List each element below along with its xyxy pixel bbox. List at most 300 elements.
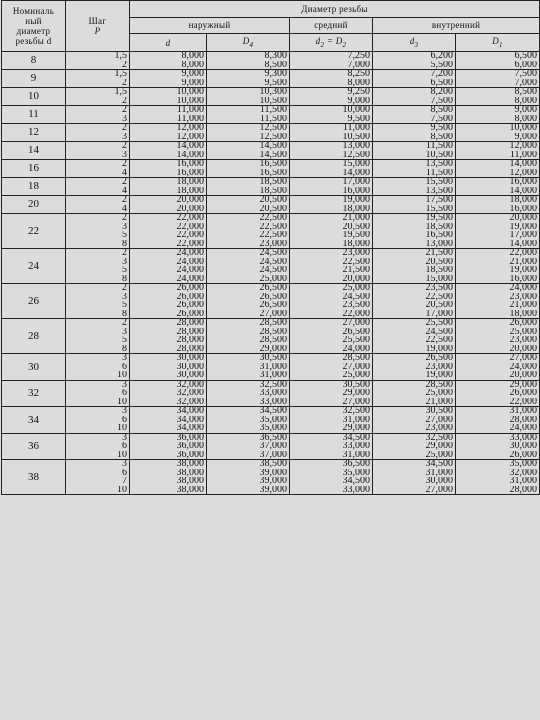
inner-d3-cell: 9,500 bbox=[373, 124, 456, 133]
table-row bbox=[2, 240, 540, 249]
middle-d2-cell: 18,000 bbox=[290, 240, 373, 249]
middle-d2-cell: 24,500 bbox=[290, 293, 373, 302]
inner-d3-cell: 23,000 bbox=[373, 424, 456, 433]
pitch-cell: 2 bbox=[66, 319, 130, 328]
inner-d3-cell: 7,500 bbox=[373, 97, 456, 106]
inner-D1-cell: 26,000 bbox=[456, 319, 540, 328]
middle-d2-cell: 10,000 bbox=[290, 106, 373, 115]
outer-d-cell: 22,000 bbox=[130, 214, 207, 223]
pitch-cell: 3 bbox=[66, 380, 130, 389]
inner-d3-cell: 15,500 bbox=[373, 178, 456, 187]
inner-d3-cell: 25,000 bbox=[373, 389, 456, 398]
outer-d-cell: 20,000 bbox=[130, 205, 207, 214]
outer-d-cell: 28,000 bbox=[130, 319, 207, 328]
inner-d3-cell: 28,500 bbox=[373, 380, 456, 389]
pitch-cell: 3 bbox=[66, 354, 130, 363]
outer-D4-cell: 29,000 bbox=[207, 345, 290, 354]
inner-d3-cell: 7,200 bbox=[373, 70, 456, 79]
table-row bbox=[2, 178, 540, 187]
pitch-cell: 8 bbox=[66, 240, 130, 249]
outer-d-cell: 36,000 bbox=[130, 433, 207, 442]
table-row bbox=[2, 380, 540, 389]
outer-D4-cell: 12,500 bbox=[207, 124, 290, 133]
pitch-cell: 8 bbox=[66, 275, 130, 284]
inner-d3-cell: 25,500 bbox=[373, 319, 456, 328]
pitch-cell: 8 bbox=[66, 345, 130, 354]
header-thread-diameter: Диаметр резьбы bbox=[130, 1, 540, 18]
table-row bbox=[2, 301, 540, 310]
pitch-cell: 5 bbox=[66, 231, 130, 240]
outer-d-cell: 10,000 bbox=[130, 97, 207, 106]
outer-d-cell: 26,000 bbox=[130, 310, 207, 319]
inner-d3-cell: 21,500 bbox=[373, 249, 456, 258]
outer-d-cell: 11,000 bbox=[130, 115, 207, 124]
middle-d2-cell: 33,000 bbox=[290, 486, 373, 495]
middle-d2-cell: 7,250 bbox=[290, 52, 373, 61]
middle-d2-cell: 21,000 bbox=[290, 214, 373, 223]
outer-D4-cell: 16,500 bbox=[207, 160, 290, 169]
outer-D4-cell: 26,500 bbox=[207, 284, 290, 293]
inner-d3-cell: 8,200 bbox=[373, 88, 456, 97]
outer-d-cell: 8,000 bbox=[130, 52, 207, 61]
outer-d-cell: 20,000 bbox=[130, 196, 207, 205]
pitch-cell: 5 bbox=[66, 336, 130, 345]
pitch-cell: 3 bbox=[66, 258, 130, 267]
outer-D4-cell: 8,500 bbox=[207, 61, 290, 70]
inner-d3-cell: 27,000 bbox=[373, 416, 456, 425]
inner-d3-cell: 11,500 bbox=[373, 169, 456, 178]
nominal-diameter-cell: 10 bbox=[2, 88, 66, 106]
inner-d3-cell: 29,000 bbox=[373, 442, 456, 451]
outer-d-cell: 30,000 bbox=[130, 371, 207, 380]
table-row bbox=[2, 451, 540, 460]
inner-D1-cell: 30,000 bbox=[456, 442, 540, 451]
outer-d-cell: 38,000 bbox=[130, 469, 207, 478]
outer-D4-cell: 28,500 bbox=[207, 319, 290, 328]
outer-d-cell: 28,000 bbox=[130, 336, 207, 345]
pitch-cell: 2 bbox=[66, 249, 130, 258]
middle-d2-cell: 27,000 bbox=[290, 319, 373, 328]
outer-D4-cell: 22,500 bbox=[207, 231, 290, 240]
pitch-cell: 2 bbox=[66, 97, 130, 106]
nominal-diameter-cell: 26 bbox=[2, 284, 66, 319]
outer-D4-cell: 11,500 bbox=[207, 115, 290, 124]
table-row bbox=[2, 460, 540, 469]
inner-D1-cell: 26,000 bbox=[456, 389, 540, 398]
outer-D4-cell: 10,500 bbox=[207, 97, 290, 106]
outer-D4-cell: 31,000 bbox=[207, 371, 290, 380]
header-outer: наружный bbox=[130, 17, 290, 34]
outer-D4-cell: 28,500 bbox=[207, 336, 290, 345]
header-middle: средний bbox=[290, 17, 373, 34]
table-row bbox=[2, 284, 540, 293]
middle-d2-cell: 28,500 bbox=[290, 354, 373, 363]
pitch-cell: 3 bbox=[66, 151, 130, 160]
inner-D1-cell: 8,000 bbox=[456, 97, 540, 106]
middle-d2-cell: 33,000 bbox=[290, 442, 373, 451]
table-row bbox=[2, 442, 540, 451]
table-row bbox=[2, 249, 540, 258]
inner-D1-cell: 14,000 bbox=[456, 240, 540, 249]
outer-D4-cell: 39,000 bbox=[207, 477, 290, 486]
outer-d-cell: 22,000 bbox=[130, 231, 207, 240]
inner-d3-cell: 16,500 bbox=[373, 231, 456, 240]
inner-D1-cell: 6,500 bbox=[456, 52, 540, 61]
outer-D4-cell: 16,500 bbox=[207, 169, 290, 178]
inner-D1-cell: 8,000 bbox=[456, 115, 540, 124]
pitch-cell: 4 bbox=[66, 169, 130, 178]
inner-D1-cell: 18,000 bbox=[456, 310, 540, 319]
nominal-diameter-cell: 12 bbox=[2, 124, 66, 142]
inner-d3-cell: 30,000 bbox=[373, 477, 456, 486]
middle-d2-cell: 8,000 bbox=[290, 79, 373, 88]
header-sym-D1: $D_1$ bbox=[456, 34, 540, 52]
nominal-diameter-cell: 34 bbox=[2, 407, 66, 434]
inner-d3-cell: 17,000 bbox=[373, 310, 456, 319]
table-row bbox=[2, 160, 540, 169]
middle-d2-cell: 30,500 bbox=[290, 380, 373, 389]
table-row bbox=[2, 407, 540, 416]
pitch-cell: 3 bbox=[66, 115, 130, 124]
nominal-diameter-cell: 8 bbox=[2, 52, 66, 70]
pitch-cell: 2 bbox=[66, 142, 130, 151]
pitch-cell: 1,5 bbox=[66, 70, 130, 79]
inner-d3-cell: 19,000 bbox=[373, 345, 456, 354]
outer-D4-cell: 35,000 bbox=[207, 424, 290, 433]
inner-d3-cell: 11,500 bbox=[373, 142, 456, 151]
table-row bbox=[2, 205, 540, 214]
table-row bbox=[2, 214, 540, 223]
outer-d-cell: 12,000 bbox=[130, 124, 207, 133]
outer-D4-cell: 33,000 bbox=[207, 398, 290, 407]
outer-D4-cell: 10,300 bbox=[207, 88, 290, 97]
outer-D4-cell: 22,500 bbox=[207, 214, 290, 223]
inner-d3-cell: 32,500 bbox=[373, 433, 456, 442]
outer-d-cell: 36,000 bbox=[130, 451, 207, 460]
inner-d3-cell: 6,500 bbox=[373, 79, 456, 88]
thread-dimensions-table bbox=[1, 0, 540, 495]
outer-d-cell: 32,000 bbox=[130, 380, 207, 389]
inner-d3-cell: 25,000 bbox=[373, 451, 456, 460]
inner-d3-cell: 27,000 bbox=[373, 486, 456, 495]
outer-D4-cell: 37,000 bbox=[207, 442, 290, 451]
inner-D1-cell: 16,000 bbox=[456, 205, 540, 214]
pitch-cell: 2 bbox=[66, 106, 130, 115]
inner-D1-cell: 25,000 bbox=[456, 328, 540, 337]
inner-D1-cell: 32,000 bbox=[456, 469, 540, 478]
pitch-cell: 3 bbox=[66, 433, 130, 442]
table-row bbox=[2, 389, 540, 398]
middle-d2-cell: 20,500 bbox=[290, 223, 373, 232]
outer-d-cell: 14,000 bbox=[130, 142, 207, 151]
inner-D1-cell: 31,000 bbox=[456, 477, 540, 486]
inner-d3-cell: 24,500 bbox=[373, 328, 456, 337]
table-row bbox=[2, 310, 540, 319]
outer-d-cell: 10,000 bbox=[130, 88, 207, 97]
nominal-diameter-cell: 14 bbox=[2, 142, 66, 160]
inner-D1-cell: 18,000 bbox=[456, 196, 540, 205]
pitch-cell: 10 bbox=[66, 398, 130, 407]
inner-D1-cell: 24,000 bbox=[456, 424, 540, 433]
inner-D1-cell: 12,000 bbox=[456, 169, 540, 178]
header-sym-d: d bbox=[130, 34, 207, 52]
inner-d3-cell: 34,500 bbox=[373, 460, 456, 469]
inner-d3-cell: 20,500 bbox=[373, 301, 456, 310]
middle-d2-cell: 35,000 bbox=[290, 469, 373, 478]
outer-D4-cell: 25,000 bbox=[207, 275, 290, 284]
inner-D1-cell: 16,000 bbox=[456, 178, 540, 187]
outer-D4-cell: 20,500 bbox=[207, 196, 290, 205]
table-row bbox=[2, 328, 540, 337]
inner-d3-cell: 23,000 bbox=[373, 363, 456, 372]
table-row bbox=[2, 88, 540, 97]
table-row bbox=[2, 133, 540, 142]
outer-d-cell: 34,000 bbox=[130, 424, 207, 433]
inner-d3-cell: 26,500 bbox=[373, 354, 456, 363]
middle-d2-cell: 9,000 bbox=[290, 97, 373, 106]
outer-D4-cell: 18,500 bbox=[207, 187, 290, 196]
inner-D1-cell: 23,000 bbox=[456, 336, 540, 345]
nominal-diameter-cell: 16 bbox=[2, 160, 66, 178]
middle-d2-cell: 31,000 bbox=[290, 451, 373, 460]
inner-d3-cell: 13,500 bbox=[373, 160, 456, 169]
outer-d-cell: 22,000 bbox=[130, 223, 207, 232]
inner-D1-cell: 21,000 bbox=[456, 301, 540, 310]
inner-D1-cell: 22,000 bbox=[456, 249, 540, 258]
outer-d-cell: 26,000 bbox=[130, 284, 207, 293]
table-row bbox=[2, 97, 540, 106]
middle-d2-cell: 27,000 bbox=[290, 398, 373, 407]
middle-d2-cell: 13,000 bbox=[290, 142, 373, 151]
table-row bbox=[2, 115, 540, 124]
outer-D4-cell: 8,300 bbox=[207, 52, 290, 61]
outer-D4-cell: 39,000 bbox=[207, 469, 290, 478]
inner-D1-cell: 24,000 bbox=[456, 284, 540, 293]
table-row bbox=[2, 293, 540, 302]
outer-d-cell: 38,000 bbox=[130, 460, 207, 469]
middle-d2-cell: 19,000 bbox=[290, 196, 373, 205]
inner-d3-cell: 20,500 bbox=[373, 258, 456, 267]
table-row bbox=[2, 52, 540, 61]
pitch-cell: 3 bbox=[66, 328, 130, 337]
header-sym-d3: $d_3$ bbox=[373, 34, 456, 52]
outer-D4-cell: 14,500 bbox=[207, 142, 290, 151]
table-row bbox=[2, 187, 540, 196]
outer-D4-cell: 34,500 bbox=[207, 407, 290, 416]
inner-d3-cell: 22,500 bbox=[373, 293, 456, 302]
inner-D1-cell: 28,000 bbox=[456, 416, 540, 425]
inner-D1-cell: 35,000 bbox=[456, 460, 540, 469]
middle-d2-cell: 22,000 bbox=[290, 310, 373, 319]
pitch-cell: 2 bbox=[66, 124, 130, 133]
outer-d-cell: 9,000 bbox=[130, 70, 207, 79]
table-row bbox=[2, 223, 540, 232]
table-row bbox=[2, 424, 540, 433]
nominal-diameter-cell: 28 bbox=[2, 319, 66, 354]
outer-D4-cell: 36,500 bbox=[207, 433, 290, 442]
inner-D1-cell: 16,000 bbox=[456, 275, 540, 284]
inner-D1-cell: 9,000 bbox=[456, 106, 540, 115]
inner-D1-cell: 11,000 bbox=[456, 151, 540, 160]
nominal-diameter-cell: 24 bbox=[2, 249, 66, 284]
middle-d2-cell: 27,000 bbox=[290, 363, 373, 372]
inner-d3-cell: 13,500 bbox=[373, 187, 456, 196]
outer-D4-cell: 14,500 bbox=[207, 151, 290, 160]
outer-D4-cell: 24,500 bbox=[207, 266, 290, 275]
pitch-cell: 1,5 bbox=[66, 88, 130, 97]
inner-D1-cell: 7,000 bbox=[456, 79, 540, 88]
outer-d-cell: 9,000 bbox=[130, 79, 207, 88]
outer-D4-cell: 28,500 bbox=[207, 328, 290, 337]
middle-d2-cell: 23,500 bbox=[290, 301, 373, 310]
inner-d3-cell: 30,500 bbox=[373, 407, 456, 416]
outer-d-cell: 16,000 bbox=[130, 160, 207, 169]
outer-d-cell: 22,000 bbox=[130, 240, 207, 249]
pitch-cell: 3 bbox=[66, 407, 130, 416]
outer-d-cell: 24,000 bbox=[130, 258, 207, 267]
inner-d3-cell: 31,000 bbox=[373, 469, 456, 478]
pitch-cell: 6 bbox=[66, 442, 130, 451]
outer-d-cell: 32,000 bbox=[130, 398, 207, 407]
pitch-cell: 2 bbox=[66, 61, 130, 70]
inner-D1-cell: 23,000 bbox=[456, 293, 540, 302]
middle-d2-cell: 15,000 bbox=[290, 160, 373, 169]
inner-D1-cell: 14,000 bbox=[456, 160, 540, 169]
pitch-cell: 4 bbox=[66, 205, 130, 214]
pitch-cell: 10 bbox=[66, 486, 130, 495]
table-row bbox=[2, 416, 540, 425]
outer-d-cell: 28,000 bbox=[130, 345, 207, 354]
pitch-cell: 6 bbox=[66, 416, 130, 425]
table-row bbox=[2, 486, 540, 495]
nominal-diameter-cell: 18 bbox=[2, 178, 66, 196]
inner-d3-cell: 18,500 bbox=[373, 266, 456, 275]
outer-d-cell: 26,000 bbox=[130, 301, 207, 310]
inner-D1-cell: 21,000 bbox=[456, 258, 540, 267]
middle-d2-cell: 8,250 bbox=[290, 70, 373, 79]
outer-D4-cell: 26,500 bbox=[207, 293, 290, 302]
outer-D4-cell: 24,500 bbox=[207, 258, 290, 267]
nominal-diameter-cell: 9 bbox=[2, 70, 66, 88]
table-row bbox=[2, 345, 540, 354]
outer-D4-cell: 39,000 bbox=[207, 486, 290, 495]
table-body bbox=[2, 52, 540, 495]
pitch-cell: 3 bbox=[66, 293, 130, 302]
middle-d2-cell: 23,000 bbox=[290, 249, 373, 258]
pitch-cell: 8 bbox=[66, 310, 130, 319]
nominal-diameter-cell: 22 bbox=[2, 214, 66, 249]
inner-D1-cell: 7,500 bbox=[456, 70, 540, 79]
middle-d2-cell: 25,000 bbox=[290, 371, 373, 380]
pitch-cell: 6 bbox=[66, 363, 130, 372]
table-row bbox=[2, 231, 540, 240]
middle-d2-cell: 17,000 bbox=[290, 178, 373, 187]
outer-D4-cell: 20,500 bbox=[207, 205, 290, 214]
outer-d-cell: 30,000 bbox=[130, 354, 207, 363]
pitch-cell: 2 bbox=[66, 284, 130, 293]
table-row bbox=[2, 70, 540, 79]
table-row bbox=[2, 106, 540, 115]
inner-D1-cell: 26,000 bbox=[456, 451, 540, 460]
pitch-cell: 10 bbox=[66, 424, 130, 433]
table-row bbox=[2, 469, 540, 478]
inner-d3-cell: 22,500 bbox=[373, 336, 456, 345]
table-row bbox=[2, 275, 540, 284]
inner-d3-cell: 19,500 bbox=[373, 214, 456, 223]
table-row bbox=[2, 398, 540, 407]
table-row bbox=[2, 142, 540, 151]
pitch-cell: 2 bbox=[66, 160, 130, 169]
middle-d2-cell: 14,000 bbox=[290, 169, 373, 178]
table-row bbox=[2, 151, 540, 160]
middle-d2-cell: 18,000 bbox=[290, 205, 373, 214]
inner-D1-cell: 33,000 bbox=[456, 433, 540, 442]
pitch-cell: 7 bbox=[66, 477, 130, 486]
nominal-diameter-cell: 30 bbox=[2, 354, 66, 381]
outer-D4-cell: 18,500 bbox=[207, 178, 290, 187]
pitch-cell: 2 bbox=[66, 79, 130, 88]
middle-d2-cell: 9,250 bbox=[290, 88, 373, 97]
inner-D1-cell: 31,000 bbox=[456, 407, 540, 416]
outer-d-cell: 18,000 bbox=[130, 187, 207, 196]
outer-d-cell: 36,000 bbox=[130, 442, 207, 451]
inner-d3-cell: 8,500 bbox=[373, 106, 456, 115]
inner-d3-cell: 23,500 bbox=[373, 284, 456, 293]
outer-D4-cell: 27,000 bbox=[207, 310, 290, 319]
middle-d2-cell: 9,500 bbox=[290, 115, 373, 124]
pitch-cell: 10 bbox=[66, 371, 130, 380]
inner-D1-cell: 17,000 bbox=[456, 231, 540, 240]
middle-d2-cell: 24,000 bbox=[290, 345, 373, 354]
middle-d2-cell: 21,500 bbox=[290, 266, 373, 275]
inner-D1-cell: 27,000 bbox=[456, 354, 540, 363]
inner-d3-cell: 13,000 bbox=[373, 240, 456, 249]
middle-d2-cell: 10,500 bbox=[290, 133, 373, 142]
table-row bbox=[2, 433, 540, 442]
header-pitch: Шаг P bbox=[66, 1, 130, 52]
outer-d-cell: 11,000 bbox=[130, 106, 207, 115]
outer-d-cell: 24,000 bbox=[130, 275, 207, 284]
table-row bbox=[2, 319, 540, 328]
outer-D4-cell: 9,300 bbox=[207, 70, 290, 79]
outer-D4-cell: 23,000 bbox=[207, 240, 290, 249]
pitch-cell: 5 bbox=[66, 266, 130, 275]
pitch-cell: 2 bbox=[66, 178, 130, 187]
outer-D4-cell: 32,500 bbox=[207, 380, 290, 389]
table-row bbox=[2, 124, 540, 133]
inner-d3-cell: 18,500 bbox=[373, 223, 456, 232]
outer-D4-cell: 9,500 bbox=[207, 79, 290, 88]
outer-D4-cell: 38,500 bbox=[207, 460, 290, 469]
outer-d-cell: 38,000 bbox=[130, 486, 207, 495]
middle-d2-cell: 34,500 bbox=[290, 477, 373, 486]
inner-d3-cell: 15,000 bbox=[373, 275, 456, 284]
outer-d-cell: 38,000 bbox=[130, 477, 207, 486]
pitch-cell: 3 bbox=[66, 460, 130, 469]
middle-d2-cell: 29,000 bbox=[290, 389, 373, 398]
pitch-cell: 6 bbox=[66, 389, 130, 398]
inner-d3-cell: 6,200 bbox=[373, 52, 456, 61]
table-row bbox=[2, 363, 540, 372]
inner-D1-cell: 6,000 bbox=[456, 61, 540, 70]
outer-d-cell: 32,000 bbox=[130, 389, 207, 398]
outer-d-cell: 34,000 bbox=[130, 407, 207, 416]
outer-D4-cell: 31,000 bbox=[207, 363, 290, 372]
middle-d2-cell: 16,000 bbox=[290, 187, 373, 196]
middle-d2-cell: 34,500 bbox=[290, 433, 373, 442]
inner-D1-cell: 20,000 bbox=[456, 371, 540, 380]
middle-d2-cell: 25,000 bbox=[290, 284, 373, 293]
